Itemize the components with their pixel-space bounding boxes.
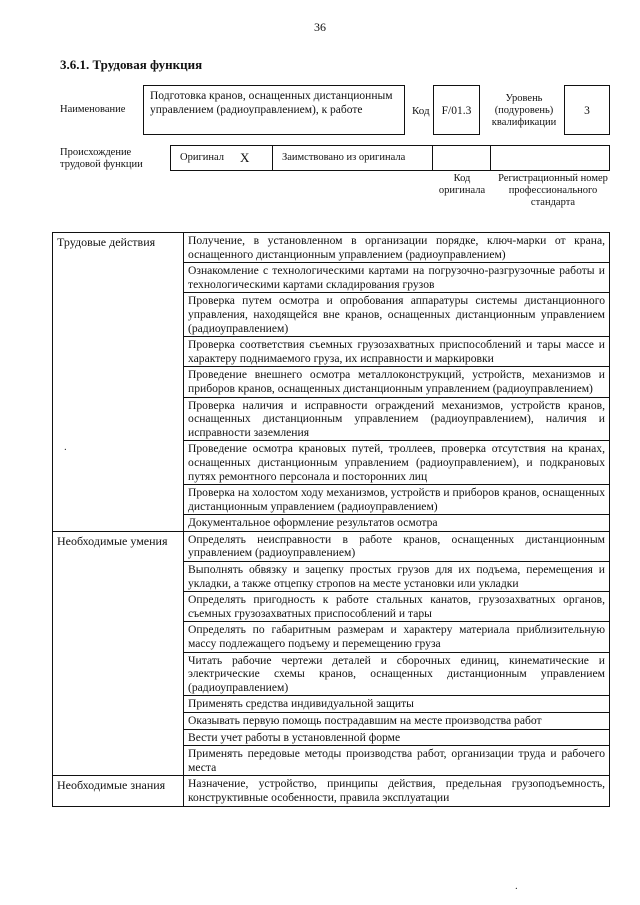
table-row	[53, 233, 610, 263]
item-cell: Определять пригодность к работе стальных канатов, грузозахватных органов, съемных грузозахватных приспособлений и тары	[184, 592, 610, 622]
page-number: 36	[314, 20, 326, 34]
function-name: Подготовка кранов, оснащенных дистанционным управлением (радиоуправлением), к работе	[150, 90, 393, 116]
level-label: Уровень (подуровень) квалификации	[491, 93, 557, 128]
item-cell: Определять неисправности в работе кранов, оснащенных дистанционным управлением (радиоуправлением)	[184, 531, 610, 561]
item-cell: Выполнять обвязку и зацепку простых грузов для их подъема, перемещения и укладки, а также отцепку стропов на месте установки или укладки	[184, 562, 610, 592]
code-value: F/01.3	[441, 105, 472, 117]
level-value-box	[564, 85, 610, 135]
item-cell: Проведение внешнего осмотра металлоконструкций, устройств, механизмов и приборов кранов, оснащенных дистанционным управлением (радиоуправлением)	[184, 367, 610, 397]
item-cell: Определять по габаритным размерам и характеру материала приблизительную массу подлежащего подъему и перемещению груза	[184, 622, 610, 652]
category-cell: Необходимые умения	[53, 531, 184, 776]
item-cell: Проведение осмотра крановых путей, троллеев, проверка отсутствия на кранах, оснащенных дистанционным управлением (радиоуправлением), и подкрановых путях ремонтного персонала и посторонних лиц	[184, 441, 610, 485]
item-cell: Ознакомление с технологическими картами на погрузочно-разгрузочные работы и технологическими картами складирования грузов	[184, 263, 610, 293]
name-value-box	[143, 85, 405, 135]
item-cell: Проверка наличия и исправности ограждений механизмов, устройств кранов, оснащенных дистанционным управлением (радиоуправлением), наличия и исправности заземления	[184, 397, 610, 441]
item-cell: Документальное оформление результатов осмотра	[184, 515, 610, 532]
section-title: 3.6.1. Трудовая функция	[60, 57, 203, 72]
item-cell: Проверка соответствия съемных грузозахватных приспособлений и тары массе и характеру поднимаемого груза, их исправности и маркировки	[184, 337, 610, 367]
reg-number-label: Регистрационный номер профессионального стандарта	[498, 173, 608, 208]
origin-label: Происхождение трудовой функции	[60, 147, 143, 170]
item-cell: Получение, в установленном в организации порядке, ключ-марки от крана, оснащенного дистанционным управлением (радиоуправлением)	[184, 233, 610, 263]
scan-mark: .	[64, 441, 67, 453]
item-cell: Назначение, устройство, принципы действия, предельная грузоподъемность, конструктивные особенности, правила эксплуатации	[184, 776, 610, 806]
scan-mark-2: .	[515, 880, 518, 892]
origin-divider-3	[490, 145, 491, 171]
item-cell: Проверка на холостом ходу механизмов, устройств и приборов кранов, оснащенных дистанционным управлением (радиоуправлением)	[184, 485, 610, 515]
borrowed-label: Заимствовано из оригинала	[282, 152, 406, 163]
table-row	[53, 531, 610, 561]
table-row	[53, 776, 610, 806]
item-cell: Оказывать первую помощь пострадавшим на месте производства работ	[184, 713, 610, 730]
original-label: Оригинал	[180, 152, 224, 163]
item-cell: Читать рабочие чертежи деталей и сборочных единиц, кинематические и электрические схемы кранов, оснащенных дистанционным управлением (радиоуправлением)	[184, 652, 610, 696]
category-cell: Необходимые знания	[53, 776, 184, 806]
labor-function-table	[52, 232, 610, 807]
item-cell: Применять передовые методы производства работ, организации труда и рабочего места	[184, 746, 610, 776]
origin-divider-2	[432, 145, 433, 171]
item-cell: Проверка путем осмотра и опробования аппаратуры системы дистанционного управления, находящейся вне кранов, оснащенных дистанционным управлением (радиоуправлением)	[184, 293, 610, 337]
code-label: Код	[412, 105, 430, 117]
code-original-label: Код оригинала	[438, 173, 486, 196]
item-cell: Применять средства индивидуальной защиты	[184, 696, 610, 713]
level-value: 3	[584, 105, 590, 117]
code-value-box	[433, 85, 480, 135]
original-mark: X	[240, 150, 250, 165]
name-label: Наименование	[60, 104, 126, 115]
category-cell: Трудовые действия	[53, 233, 184, 532]
item-cell: Вести учет работы в установленной форме	[184, 729, 610, 746]
origin-divider-1	[272, 145, 273, 171]
